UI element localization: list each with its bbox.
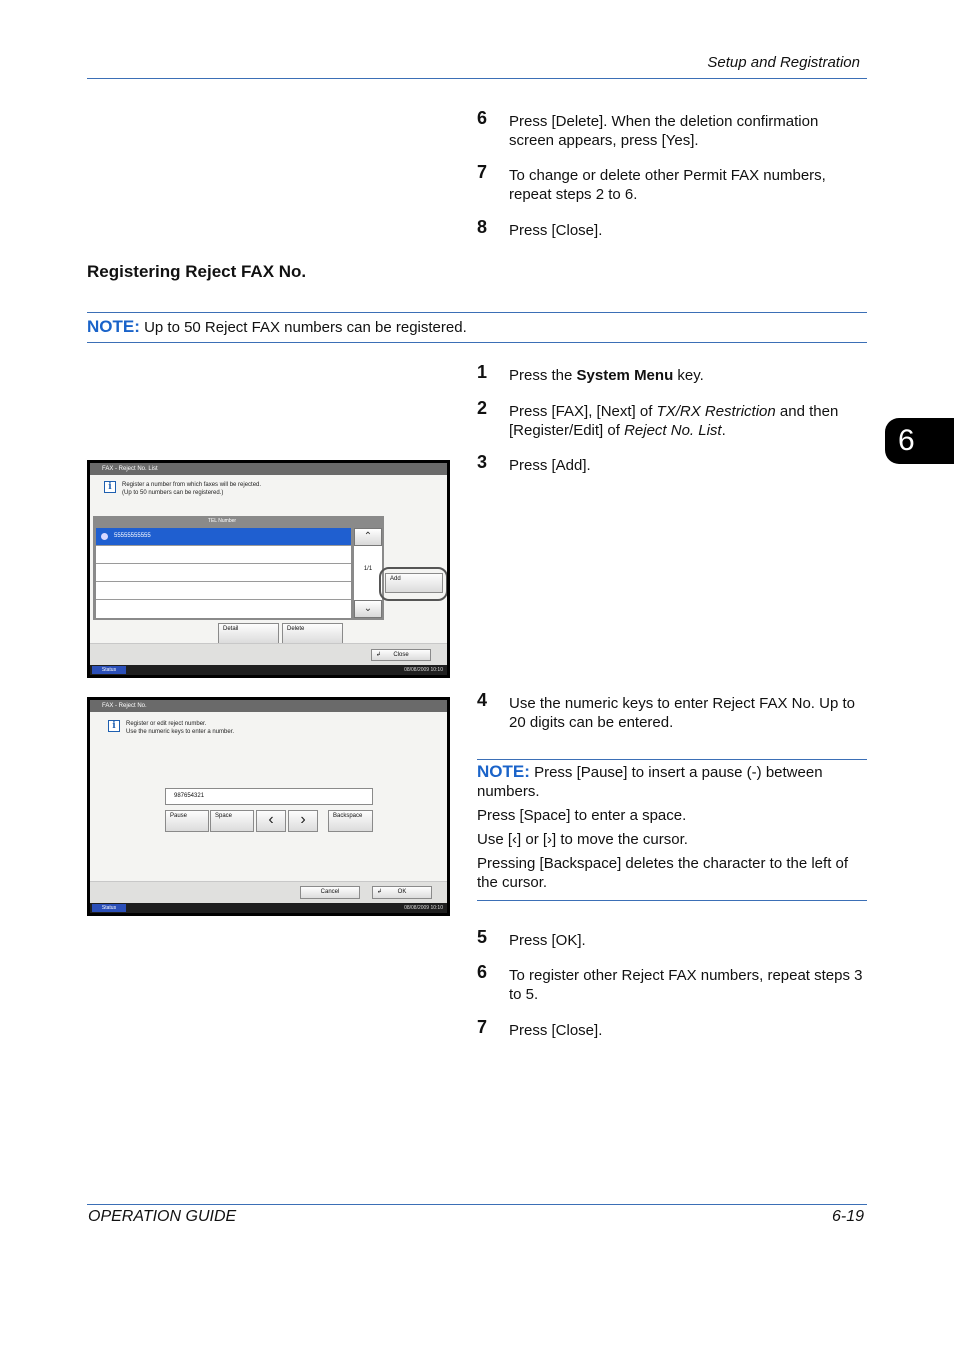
step-2 [477,398,867,440]
list-item[interactable] [96,546,351,564]
step-number: 7 [477,162,488,182]
list-header: TEL Number [207,518,237,524]
menu-name: Reject No. List [624,422,722,439]
status-button[interactable]: Status [92,666,126,674]
step-text: Press [Add]. [509,457,591,474]
chapter-tab: 6 [885,418,954,464]
info-icon: i [104,481,116,493]
step-number: 6 [477,962,488,982]
step-5 [477,927,864,950]
screen-panel [90,463,447,675]
step-text: Press [Close]. [509,1022,603,1039]
info-icon: i [108,720,120,732]
backspace-button[interactable]: Backspace [328,810,373,832]
note2-rule-bottom [477,900,867,901]
delete-button[interactable]: Delete [282,623,343,644]
step-number: 6 [477,108,488,128]
screen-reject-list [87,460,450,678]
step-4 [477,690,867,732]
note-reject-limit [87,317,467,337]
space-button[interactable]: Space [210,810,254,832]
status-bar [90,665,447,675]
info-message [108,720,234,736]
tel-number-list [93,516,384,620]
cursor-right-button[interactable] [288,810,318,832]
menu-name: TX/RX Restriction [656,403,776,420]
chevron-left-icon: ‹ [268,811,274,828]
screen-title: FAX - Reject No. [90,700,447,712]
return-icon: ↲ [377,889,383,895]
cancel-button[interactable]: Cancel [300,886,360,899]
step-7-bottom [477,1017,864,1040]
note-text: ] to move the cursor. [552,831,688,848]
note-label: NOTE: [477,762,530,781]
step-number: 8 [477,217,488,237]
step-text: key. [673,367,704,384]
list-item[interactable] [96,564,351,582]
info-line: (Up to 50 numbers can be registered.) [122,490,224,496]
step-number: 5 [477,927,488,947]
step-text: Use the numeric keys to enter Reject FAX No. Up to 20 digits can be entered. [509,695,855,731]
step-text: . [721,422,726,439]
info-line: Use the numeric keys to enter a number. [126,729,235,735]
step-text: To change or delete other Permit FAX numbers, repeat steps 2 to 6. [509,167,826,203]
footer-rule [87,1204,867,1205]
bottom-strip [90,643,447,665]
note-text: Use [ [477,831,513,848]
screen-reject-entry [87,697,450,916]
note2-rule-top [477,759,867,760]
status-datetime: 08/08/2009 10:10 [404,667,443,673]
add-button[interactable]: Add [385,573,443,593]
status-bar [90,903,447,913]
step-6-bottom [477,962,867,1004]
note-input-help [477,762,867,897]
info-line: Register a number from which faxes will be rejected. [122,482,262,488]
fax-entry-icon [101,533,108,540]
fax-number-input[interactable]: 987654321 [165,788,373,805]
ok-button[interactable] [372,886,432,899]
step-3 [477,452,864,475]
list-item[interactable] [96,582,351,600]
info-line: Register or edit reject number. [126,721,207,727]
key-name: System Menu [576,367,674,384]
step-text: and then [Register/Edit] of [509,403,839,439]
step-7-top [477,162,859,204]
scroll-column [354,528,382,618]
list-item[interactable] [96,528,351,546]
status-button[interactable]: Status [92,904,126,912]
note-cursor-line [477,830,867,849]
step-8-top [477,217,859,240]
screen-panel [90,700,447,913]
note-rule-bottom [87,342,867,343]
step-number: 2 [477,398,488,418]
footer-guide-title: OPERATION GUIDE [88,1208,237,1225]
note-label: NOTE: [87,317,140,336]
list-item[interactable] [96,600,351,618]
screen-title: FAX - Reject No. List [90,463,447,475]
step-number: 7 [477,1017,488,1037]
step-text: Press [Close]. [509,222,603,239]
bottom-strip [90,881,447,903]
chevron-left-icon: ‹ [512,831,518,848]
page-indicator: 1/1 [363,566,373,572]
note-text: Pressing [Backspace] deletes the character to the left of the cursor. [477,855,849,891]
ok-label: OK [397,889,407,895]
cursor-left-button[interactable] [256,810,286,832]
chevron-right-icon: › [300,811,306,828]
pause-button[interactable]: Pause [165,810,209,832]
step-number: 4 [477,690,488,710]
step-number: 3 [477,452,488,472]
step-text: Press the [509,367,577,384]
step-text: Press [OK]. [509,932,586,949]
chevron-up-icon: ⌃ [363,531,373,542]
close-button[interactable] [371,649,431,661]
list-rows [96,528,351,618]
step-text: Press [Delete]. When the deletion confirmation screen appears, press [Yes]. [509,113,819,149]
close-label: Close [393,652,409,658]
status-datetime: 08/08/2009 10:10 [404,905,443,911]
step-number: 1 [477,362,488,382]
note-text: ] or [ [517,831,548,848]
step-1 [477,362,864,385]
running-header: Setup and Registration [707,54,860,71]
scroll-down-button[interactable] [354,600,382,618]
step-6-top [477,108,859,150]
detail-button[interactable]: Detail [218,623,279,644]
scroll-up-button[interactable] [354,528,382,546]
header-rule [87,78,867,79]
section-title: Registering Reject FAX No. [87,262,307,281]
list-item-text: 55555555555 [114,533,151,539]
chevron-right-icon: › [547,831,553,848]
info-message [104,481,261,497]
note-rule-top [87,312,867,313]
chevron-down-icon: ⌄ [363,603,373,614]
step-text: To register other Reject FAX numbers, repeat steps 3 to 5. [509,967,863,1003]
step-text: Press [FAX], [Next] of [509,403,657,420]
note-text: Press [Space] to enter a space. [477,807,687,824]
return-icon: ↲ [376,652,382,658]
note-text: Up to 50 Reject FAX numbers can be registered. [144,319,467,336]
note-text: Press [Pause] to insert a pause (-) between numbers. [477,764,823,800]
footer-page-number: 6-19 [831,1208,864,1225]
